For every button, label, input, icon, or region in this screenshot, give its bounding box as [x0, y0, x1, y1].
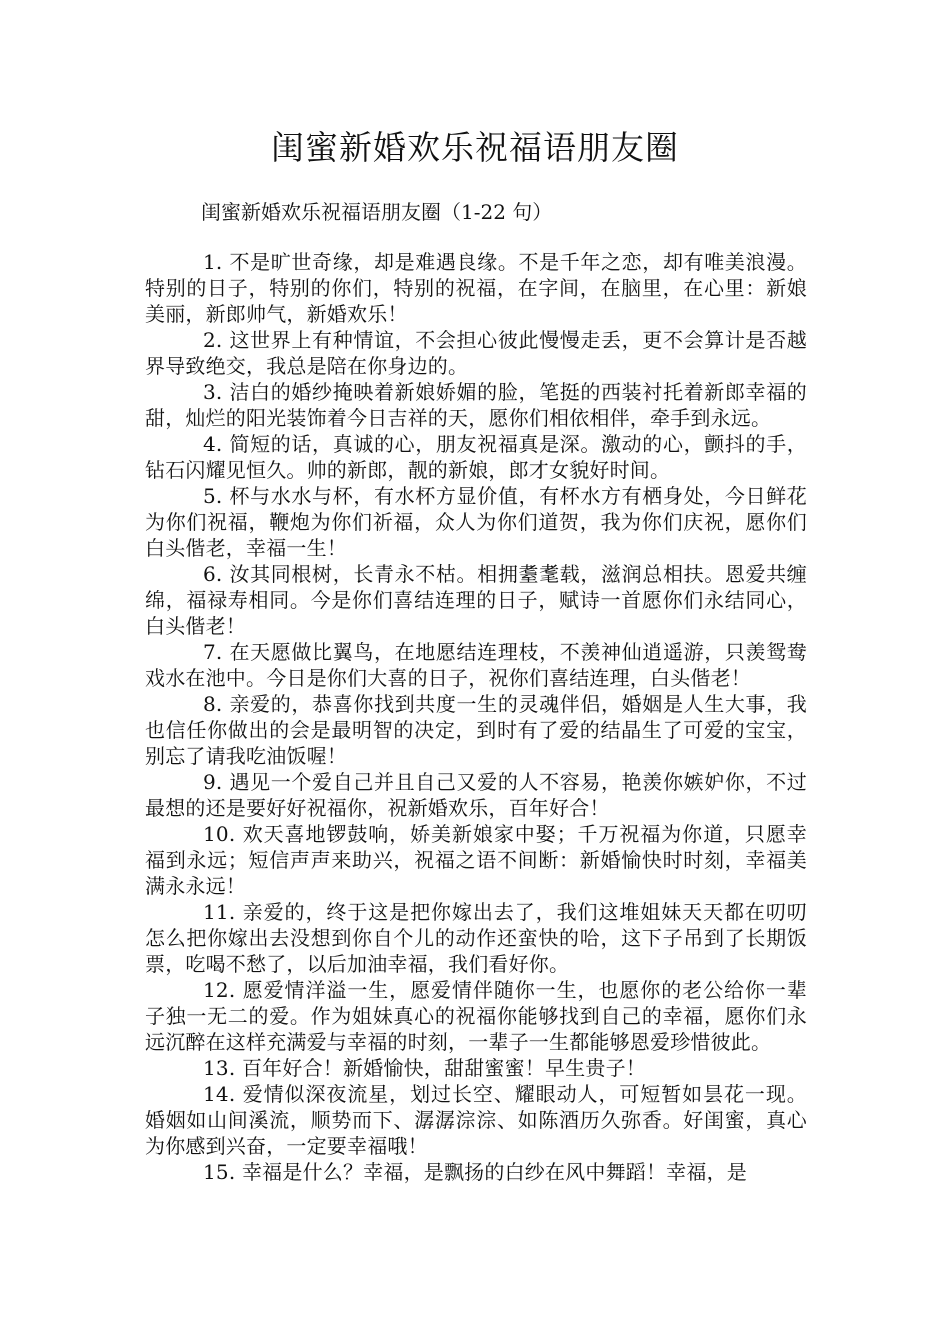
paragraph-2: 2. 这世界上有种情谊，不会担心彼此慢慢走丢，更不会算计是否越界导致绝交，我总是陪在你身边的。: [145, 328, 807, 378]
paragraph-1: 1. 不是旷世奇缘，却是难遇良缘。不是千年之恋，却有唯美浪漫。特别的日子，特别的你们，特别的祝福，在字间，在脑里，在心里：新娘美丽，新郎帅气，新婚欢乐！: [145, 250, 807, 326]
paragraph-13: 13. 百年好合！新婚愉快，甜甜蜜蜜！早生贵子！: [203, 1056, 646, 1080]
paragraph-15: 15. 幸福是什么？幸福，是飘扬的白纱在风中舞蹈！幸福，是: [203, 1160, 747, 1184]
paragraph-6: 6. 汝其同根树，长青永不枯。相拥耋耄载，滋润总相扶。恩爱共缠绵，福禄寿相同。今是你们喜结连理的日子，赋诗一首愿你们永结同心，白头偕老！: [145, 562, 807, 638]
paragraph-8: 8. 亲爱的，恭喜你找到共度一生的灵魂伴侣，婚姻是人生大事，我也信任你做出的会是最明智的决定，到时有了爱的结晶生了可爱的宝宝，别忘了请我吃油饭喔！: [145, 692, 807, 768]
paragraph-3: 3. 洁白的婚纱掩映着新娘娇媚的脸，笔挺的西装衬托着新郎幸福的甜，灿烂的阳光装饰着今日吉祥的天，愿你们相依相伴，牵手到永远。: [145, 380, 807, 430]
paragraph-5: 5. 杯与水水与杯，有水杯方显价值，有杯水方有栖身处，今日鲜花为你们祝福，鞭炮为你们祈福，众人为你们道贺，我为你们庆祝，愿你们白头偕老，幸福一生！: [145, 484, 807, 560]
paragraph-9: 9. 遇见一个爱自己并且自己又爱的人不容易，艳羡你嫉妒你，不过最想的还是要好好祝福你，祝新婚欢乐，百年好合！: [145, 770, 807, 820]
document-body: [145, 249, 807, 1185]
paragraph-10: 10. 欢天喜地锣鼓响，娇美新娘家中娶；千万祝福为你道，只愿幸福到永远；短信声声来助兴，祝福之语不间断：新婚愉快时时刻，幸福美满永永远！: [145, 822, 807, 898]
paragraph-12: 12. 愿爱情洋溢一生，愿爱情伴随你一生，也愿你的老公给你一辈子独一无二的爱。作为姐妹真心的祝福你能够找到自己的幸福，愿你们永远沉醉在这样充满爱与幸福的时刻，一辈子一生都能够恩爱珍惜彼此。: [145, 978, 807, 1054]
paragraph-11: 11. 亲爱的，终于这是把你嫁出去了，我们这堆姐妹天天都在叨叨怎么把你嫁出去没想到你自个儿的动作还蛮快的哈，这下子吊到了长期饭票，吃喝不愁了，以后加油幸福，我们看好你。: [145, 900, 807, 976]
paragraph-7: 7. 在天愿做比翼鸟，在地愿结连理枝，不羡神仙逍遥游，只羡鸳鸯戏水在池中。今日是你们大喜的日子，祝你们喜结连理，白头偕老！: [145, 640, 807, 690]
paragraph-14: 14. 爱情似深夜流星，划过长空、耀眼动人，可短暂如昙花一现。婚姻如山间溪流，顺势而下、潺潺淙淙、如陈酒历久弥香。好闺蜜，真心为你感到兴奋，一定要幸福哦！: [145, 1082, 807, 1158]
document-subtitle: 闺蜜新婚欢乐祝福语朋友圈（1-22 句）: [201, 200, 553, 224]
paragraph-4: 4. 简短的话，真诚的心，朋友祝福真是深。激动的心，颤抖的手，钻石闪耀见恒久。帅的新郎，靓的新娘，郎才女貌好时间。: [145, 432, 807, 482]
document-title: 闺蜜新婚欢乐祝福语朋友圈: [271, 128, 679, 167]
